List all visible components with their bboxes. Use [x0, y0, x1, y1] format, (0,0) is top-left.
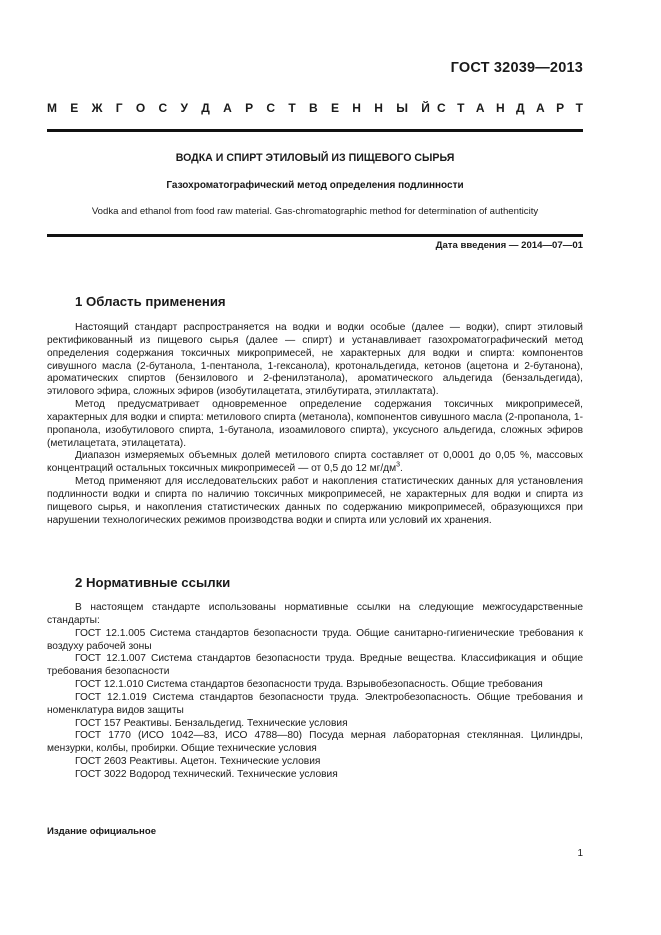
banner-letter: Д: [516, 101, 525, 115]
page-number: 1: [577, 848, 583, 859]
reference-item: ГОСТ 12.1.019 Система стандартов безопасности труда. Электробезопасность. Общие требования и номенклатура видов защиты: [47, 691, 583, 716]
banner-letter: Й: [421, 101, 430, 115]
banner-letter: Ы: [396, 101, 408, 115]
range-text: Диапазон измеряемых объемных долей метилового спирта составляет от 0,0001 до 0,05 %, массовых концентраций остальных токсичных микропримесей — от 0,5 до 12 мг/дм: [47, 450, 583, 475]
banner-letter: А: [223, 101, 232, 115]
paragraph: В настоящем стандарте использованы нормативные ссылки на следующие межгосударственные стандарты:: [47, 602, 583, 626]
range-superscript: 3: [396, 461, 401, 469]
reference-item: ГОСТ 3022 Водород технический. Технические условия: [75, 768, 338, 780]
reference-item: ГОСТ 12.1.007 Система стандартов безопасности труда. Вредные вещества. Классификация и общие требования безопасности: [47, 653, 583, 678]
paragraph: Метод предусматривает одновременное определение содержания токсичных микропримесей, характерных для водки и спирта: метилового спирта (метанола), компонентов сивушного масла (2-пропанола, 1-пропанола, изобутилового спирта, 1-бутанола, изоамилового спирта), уксусного альдегида, сложных эфиров (метилацетата, этилацетата).: [47, 399, 583, 449]
banner-letter: Е: [70, 101, 79, 115]
section-references-body: [47, 602, 583, 782]
banner-letter: Т: [457, 101, 465, 115]
section-scope-body: [47, 322, 583, 528]
banner-letter: С: [158, 101, 168, 115]
banner-letter: Е: [330, 101, 339, 115]
introduction-date: Дата введения — 2014—07—01: [435, 240, 583, 251]
banner-letter: О: [135, 101, 146, 115]
paragraph: Метод применяют для исследовательских работ и накопления статистических данных для установления подлинности водки и спирта по наличию токсичных микропримесей, не характерных для водки и спирта из пищевого сырья, и накопления статистических данных по содержанию микропримесей, образующихся при нарушении технологических режимов производства водки и спирта или условий их хранения.: [47, 476, 583, 526]
gost-code: ГОСТ 32039—2013: [450, 60, 583, 76]
section-heading-references: 2 Нормативные ссылки: [75, 575, 231, 590]
banner-letter: У: [180, 101, 188, 115]
banner-letter: М: [47, 101, 57, 115]
range-end: .: [400, 463, 403, 475]
reference-item: ГОСТ 12.1.010 Система стандартов безопасности труда. Взрывобезопасность. Общие требования: [75, 679, 543, 691]
interstate-standard-banner: [47, 101, 583, 115]
reference-item: ГОСТ 1770 (ИСО 1042—83, ИСО 4788—80) Посуда мерная лабораторная стеклянная. Цилиндры, мензурки, колбы, пробирки. Общие технические условия: [47, 730, 583, 755]
english-title: Vodka and ethanol from food raw material. Gas-chromatographic method for determination of authenticity: [91, 206, 539, 217]
document-title: ВОДКА И СПИРТ ЭТИЛОВЫЙ ИЗ ПИЩЕВОГО СЫРЬЯ: [175, 152, 455, 164]
banner-letter: Д: [201, 101, 210, 115]
banner-letter: Н: [352, 101, 361, 115]
banner-letter: В: [309, 101, 318, 115]
section-heading-scope: 1 Область применения: [75, 294, 226, 309]
banner-letter: С: [437, 101, 446, 115]
document-subtitle: Газохроматографический метод определения подлинности: [166, 180, 464, 191]
banner-letter: Н: [374, 101, 383, 115]
banner-letter: Ж: [91, 101, 103, 115]
reference-item: ГОСТ 12.1.005 Система стандартов безопасности труда. Общие санитарно-гигиенические требования к воздуху рабочей зоны: [47, 627, 583, 652]
banner-letter: Н: [495, 101, 505, 115]
reference-item: ГОСТ 157 Реактивы. Бензальдегид. Технические условия: [75, 717, 348, 729]
banner-letter: Т: [288, 101, 296, 115]
paragraph: Настоящий стандарт распространяется на водки и водки особые (далее — водки), спирт этиловый ректификованный из пищевого сырья (далее — спирт) и устанавливает газохроматографический метод определения содержания токсичных микропримесей, не характерных для водки и спирта: компонентов сивушного масла (2-бутанола, 1-пентанола, 1-гексанола), кротональдегида, кетонов (ацетона и 2-бутанона), ароматических спиртов (бензилового и 2-фенилэтанола), ароматического альдегида (бензальдегида), этилового эфира, сложных эфиров (изобутилацетата, этилбутирата, этиллактата).: [47, 322, 583, 398]
banner-letter: А: [475, 101, 485, 115]
banner-letter: А: [536, 101, 545, 115]
top-divider: [47, 129, 583, 132]
edition-label: Издание официальное: [47, 826, 157, 837]
banner-letter: Т: [575, 101, 583, 115]
paragraph-range: [47, 450, 583, 476]
interstate-word: [47, 101, 430, 115]
banner-letter: Р: [556, 101, 565, 115]
reference-item: ГОСТ 2603 Реактивы. Ацетон. Технические условия: [75, 756, 321, 768]
banner-letter: Г: [115, 101, 123, 115]
banner-letter: Р: [245, 101, 254, 115]
standard-word: [437, 101, 583, 115]
title-divider: [47, 234, 583, 237]
banner-letter: С: [266, 101, 276, 115]
